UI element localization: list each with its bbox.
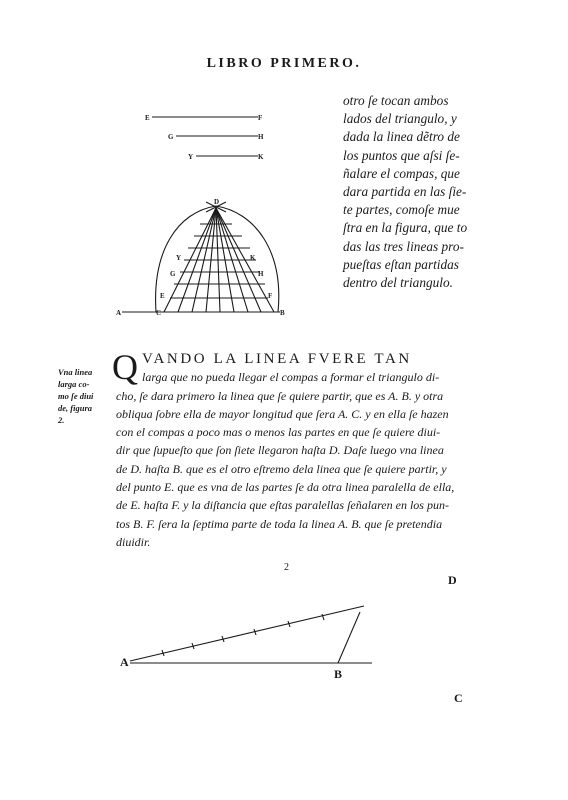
paragraph-line: larga que no pueda llegar el compas a formar el triangulo di- (142, 370, 440, 385)
label-e: E (145, 114, 150, 122)
paragraph-line: obliqua ſobre ella de mayor longitud que ſera A. C. y en ella ſe hazen (116, 406, 449, 421)
text-line: das las tres lineas pro- (343, 238, 464, 254)
label-arc-e: E (160, 292, 165, 300)
label-arc-g: G (170, 270, 176, 278)
paragraph-line: cho, ſe dara primero la linea que ſe quiere partir, que es A. B. y otra (116, 388, 444, 403)
label-k: K (258, 153, 264, 161)
label-arc-c: C (156, 309, 162, 317)
paragraph-line: dir que ſupueſto que ſon ſiete llegaron haſta D. Daſe luego vna linea (116, 443, 444, 458)
paragraph-line: de D. haſta B. que es el otro eſtremo dela linea que ſe quiere partir, y (116, 461, 447, 476)
text-line: te partes, comoſe mue (343, 202, 460, 218)
paragraph-line: diuidir. (116, 534, 151, 549)
paragraph-line: del punto E. que es vna de las partes ſe da otra linea paralella de ella, (116, 480, 455, 495)
paragraph-line: de E. haſta F. y la diſtancia que eſtas paralellas ſeñalaren en los pun- (116, 498, 449, 513)
parallel-line-db (338, 612, 360, 663)
text-line: lados del triangulo, y (343, 111, 457, 127)
margin-line: mo ſe diui (58, 391, 94, 401)
label-y: Y (188, 153, 194, 161)
label-arc-y: Y (176, 254, 182, 262)
fig2-label-a: A (120, 655, 129, 669)
margin-line: larga co- (58, 379, 90, 389)
main-paragraph (112, 347, 486, 551)
label-arc-b: B (280, 309, 285, 317)
fig2-label-top: D (448, 573, 457, 587)
text-line: ñalare el compas, que (343, 165, 460, 181)
text-line: ſtra en la figura, que to (343, 220, 468, 236)
drop-cap: Q (112, 347, 138, 387)
text-line: dentro del triangulo. (343, 275, 453, 291)
text-line: dada la linea dẽtro de (343, 129, 460, 145)
label-d: D (214, 198, 220, 206)
paragraph-line: con el compas a poco mas o menos las partes en que ſe quiere diui- (116, 425, 441, 440)
oblique-line-ac (130, 606, 364, 661)
label-arc-a: A (116, 309, 122, 317)
text-line: los puntos que aſsi ſe- (343, 147, 460, 163)
label-arc-k: K (250, 254, 256, 262)
running-header: LIBRO PRIMERO. (206, 56, 362, 71)
margin-note (58, 366, 108, 426)
figure-number: 2 (284, 562, 289, 573)
arch-construction (122, 202, 280, 312)
figure-two-diagram (112, 566, 482, 716)
right-column-text (343, 92, 478, 292)
paragraph-line: tos B. F. ſera la ſeptima parte de toda la linea A. B. que ſe pretendia (116, 516, 443, 531)
margin-line: Vna linea (58, 367, 93, 377)
text-line: otro ſe tocan ambos (343, 93, 449, 108)
figure-one-diagram (108, 100, 318, 330)
fig2-label-corner: C (454, 691, 463, 705)
paragraph-opening-caps: VANDO LA LINEA FVERE TAN (142, 351, 412, 367)
margin-line: de, figura (58, 403, 92, 413)
fig2-label-b: B (334, 667, 343, 681)
label-h: H (258, 133, 264, 141)
text-line: dara partida en las ſie- (343, 184, 467, 200)
label-arc-f: F (268, 292, 273, 300)
label-arc-h: H (258, 270, 264, 278)
label-f: F (258, 114, 263, 122)
text-line: pueſtas eſtan partidas (343, 256, 459, 272)
margin-line: 2. (58, 415, 65, 425)
label-g: G (168, 133, 174, 141)
